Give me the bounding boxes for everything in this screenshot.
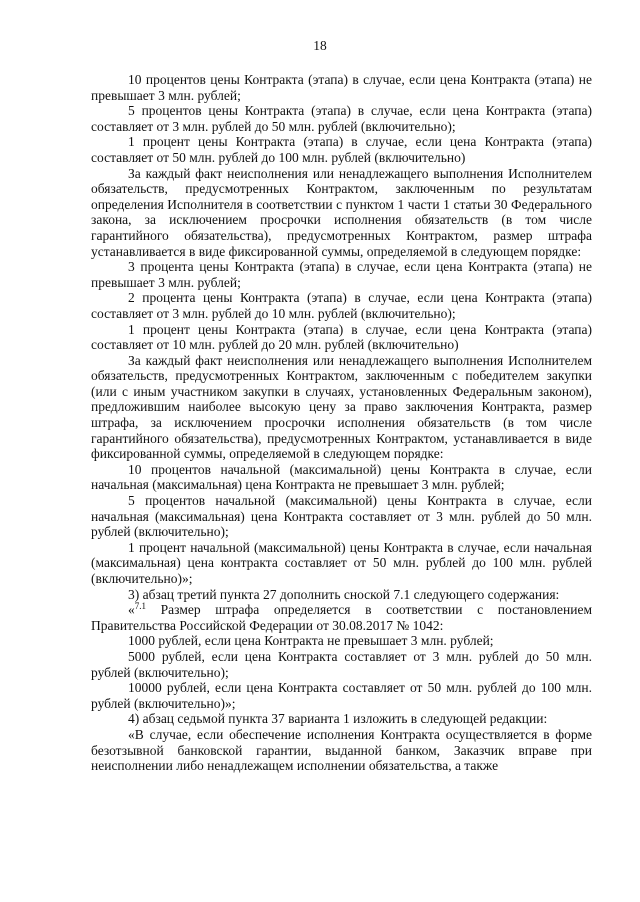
footnote-paragraph: [91, 602, 592, 633]
footnote-marker: 7.1: [134, 601, 146, 612]
paragraph: 1000 рублей, если цена Контракта не превышает 3 млн. рублей;: [128, 633, 494, 649]
footnote-open-quote: «: [128, 602, 135, 618]
paragraph: 5000 рублей, если цена Контракта составляет от 3 млн. рублей до 50 млн. рублей (включительно);: [91, 648, 592, 680]
paragraph: За каждый факт неисполнения или ненадлежащего выполнения Исполнителем обязательств, предусмотренных Контрактом, заключенным с победителем закупки (или с иным участником закупки в случаях, установленных Федеральным законом), предложившим наиболее высокую цену за право заключения Контракта, размер штрафа, за исключением просрочки исполнения обязательств (в том числе гарантийного обязательства), предусмотренных Контрактом, устанавливается в виде фиксированной суммы, определяемой в следующем порядке:: [91, 352, 592, 462]
paragraph: 10000 рублей, если цена Контракта составляет от 50 млн. рублей до 100 млн. рублей (включительно)»;: [91, 680, 592, 711]
paragraph: За каждый факт неисполнения или ненадлежащего выполнения Исполнителем обязательств, предусмотренных Контрактом, заключенным по результатам определения Исполнителя в соответствии с пунктом 1 части 1 статьи 30 Федерального закона, за исключением просрочки исполнения обязательств (в том числе гарантийного обязательства), предусмотренных Контрактом, размер штрафа устанавливается в виде фиксированной суммы, определяемой в следующем порядке:: [91, 165, 592, 259]
paragraph: 1 процент начальной (максимальной) цены Контракта в случае, если начальная (максимальная) цена контракта составляет от 50 млн. рублей до 100 млн. рублей (включительно)»;: [91, 539, 592, 586]
paragraph: 10 процентов начальной (максимальной) цены Контракта в случае, если начальная (максимальная) цена Контракта не превышает 3 млн. рублей;: [91, 461, 592, 493]
paragraph: 1 процент цены Контракта (этапа) в случае, если цена Контракта (этапа) составляет от 50 млн. рублей до 100 млн. рублей (включительно): [91, 134, 592, 165]
paragraph: 1 процент цены Контракта (этапа) в случае, если цена Контракта (этапа) составляет от 10 млн. рублей до 20 млн. рублей (включительно): [91, 321, 592, 353]
paragraph: 3) абзац третий пункта 27 дополнить сноской 7.1 следующего содержания:: [128, 586, 560, 602]
page-number: 18: [313, 38, 327, 53]
paragraph: 5 процентов цены Контракта (этапа) в случае, если цена Контракта (этапа) составляет от 3 млн. рублей до 50 млн. рублей (включительно);: [91, 103, 592, 134]
paragraph: 5 процентов начальной (максимальной) цены Контракта в случае, если начальная (максимальная) цена Контракта составляет от 3 млн. рублей до 50 млн. рублей (включительно);: [91, 493, 592, 540]
paragraph: 2 процента цены Контракта (этапа) в случае, если цена Контракта (этапа) составляет от 3 млн. рублей до 10 млн. рублей (включительно);: [91, 290, 592, 321]
document-body: [91, 72, 592, 774]
paragraph: «В случае, если обеспечение исполнения Контракта осуществляется в форме безотзывной банковской гарантии, выданной банком, Заказчик вправе при неисполнении либо ненадлежащем исполнении обязательства, а также: [91, 726, 592, 774]
paragraph: 3 процента цены Контракта (этапа) в случае, если цена Контракта (этапа) не превышает 3 млн. рублей;: [91, 259, 592, 290]
paragraph: 4) абзац седьмой пункта 37 варианта 1 изложить в следующей редакции:: [128, 711, 548, 727]
paragraph: 10 процентов цены Контракта (этапа) в случае, если цена Контракта (этапа) не превышает 3 млн. рублей;: [91, 72, 592, 103]
footnote-text: Размер штрафа определяется в соответствии с постановлением Правительства Российской Федерации от 30.08.2017 № 1042:: [91, 602, 592, 633]
